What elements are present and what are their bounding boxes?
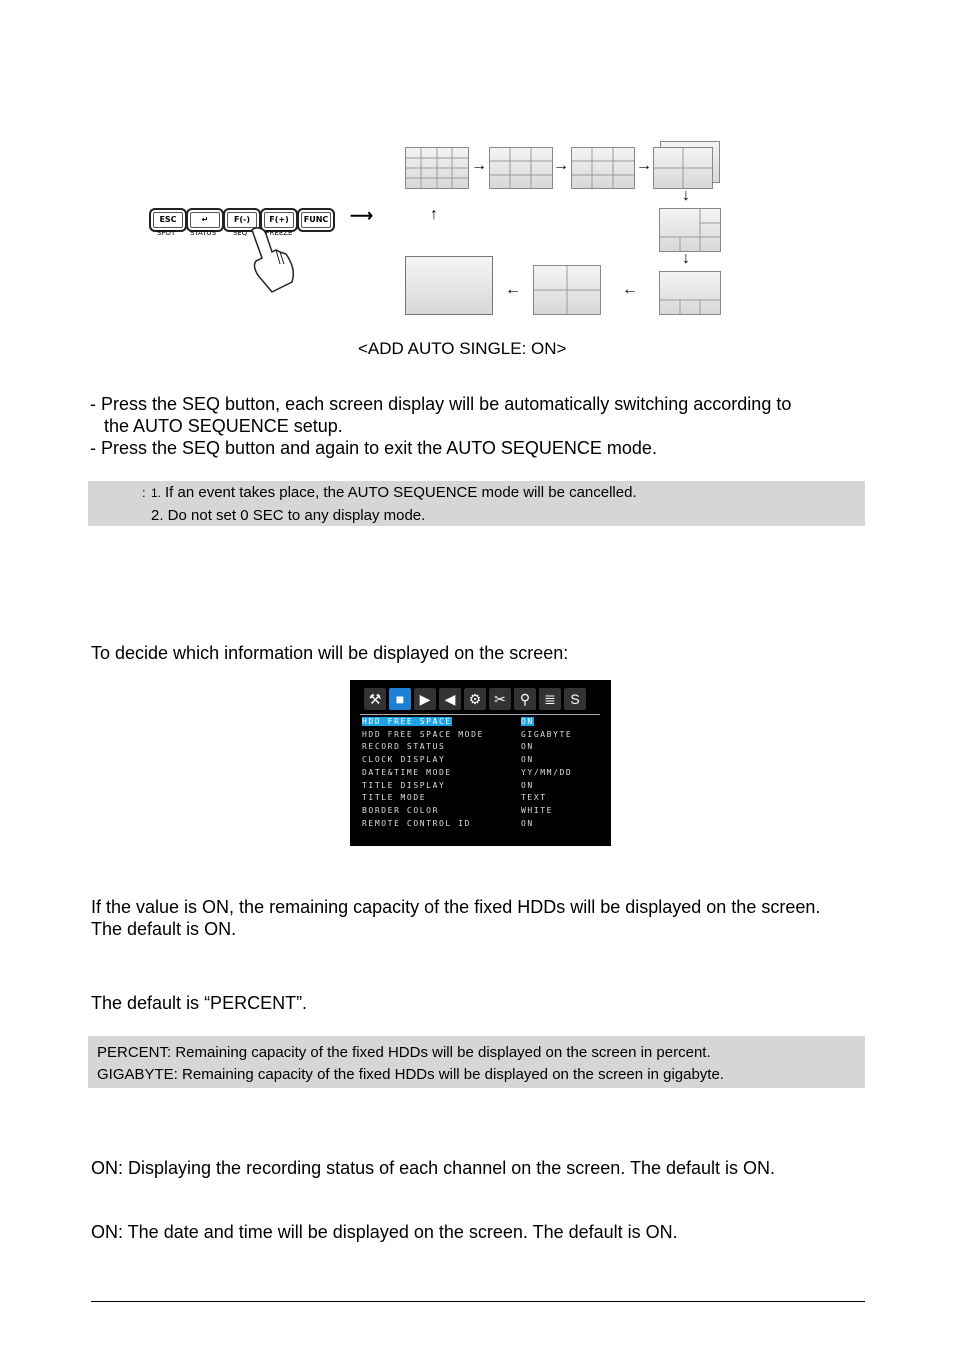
quad-split-screen-icon (533, 265, 601, 315)
flow-arrow-down-icon: ↓ (682, 250, 690, 267)
quick-icon: ⚒ (364, 688, 386, 710)
flow-arrow-right-icon: ⟶ (350, 208, 373, 225)
footer-divider (91, 1301, 865, 1302)
record-status-desc: ON: Displaying the recording status of each channel on the screen. The default is ON. (91, 1158, 776, 1178)
system-icon: ⚙ (464, 688, 486, 710)
note-box (88, 481, 865, 526)
func-key: FUNC (297, 208, 335, 232)
f-minus-key: F(-) (223, 208, 261, 232)
eight-split-screen-icon (659, 271, 721, 315)
pressing-hand-icon (246, 224, 298, 296)
seq-instruction-1: - Press the SEQ button, each screen display will be automatically switching according to (90, 394, 792, 414)
menu-row-label[interactable]: HDD FREE SPACE MODE (362, 729, 484, 739)
display-menu-screenshot (350, 680, 611, 846)
six-split-screen-icon (659, 208, 721, 252)
note-prefix: : (142, 485, 146, 500)
esc-key: ESC (149, 208, 187, 232)
menu-row-value[interactable]: GIGABYTE (521, 729, 573, 739)
menu-row-value[interactable]: ON (521, 717, 534, 726)
note-line-2: 2. Do not set 0 SEC to any display mode. (151, 507, 426, 524)
link-icon: ✂ (489, 688, 511, 710)
menu-row-label[interactable]: HDD FREE SPACE (362, 717, 452, 726)
enter-key: ↵ (186, 208, 224, 232)
copy-icon: ≣ (539, 688, 561, 710)
menu-row-value[interactable]: YY/MM/DD (521, 767, 573, 777)
menu-row-value[interactable]: TEXT (521, 793, 547, 803)
hdd-free-space-default: The default is ON. (91, 919, 237, 939)
percent-note: PERCENT: Remaining capacity of the fixed HDDs will be displayed on the screen in percent. (97, 1044, 711, 1061)
flow-arrow-icon: → (471, 157, 487, 174)
hdd-mode-default: The default is “PERCENT”. (91, 993, 308, 1013)
menu-row-label[interactable]: CLOCK DISPLAY (362, 755, 446, 765)
flow-arrow-down-icon: ↓ (682, 187, 690, 204)
menu-divider (360, 714, 600, 715)
seq-instruction-1-cont: the AUTO SEQUENCE setup. (104, 416, 343, 436)
f-plus-key: F(+) (260, 208, 298, 232)
flow-arrow-left-icon: ← (622, 281, 638, 298)
flow-arrow-icon: → (553, 157, 569, 174)
hdd-free-space-desc: If the value is ON, the remaining capacity of the fixed HDDs will be displayed on the screen. (91, 897, 821, 917)
intro-text: To decide which information will be displayed on the screen: (91, 643, 569, 663)
freeze-label: FREEZE (265, 229, 293, 237)
menu-row-value[interactable]: ON (521, 780, 534, 790)
hdd-mode-note-box (88, 1036, 865, 1088)
flow-arrow-icon: → (636, 157, 652, 174)
diagram-caption: <ADD AUTO SINGLE: ON> (358, 339, 567, 358)
single-screen-icon (405, 256, 493, 315)
menu-row-label[interactable]: RECORD STATUS (362, 742, 446, 752)
gigabyte-note: GIGABYTE: Remaining capacity of the fixed HDDs will be displayed on the screen in gigabyte. (97, 1066, 724, 1083)
event-icon: ◀ (439, 688, 461, 710)
sixteen-split-screen-icon (405, 147, 469, 189)
status-label: STATUS (189, 229, 217, 237)
stacked-screens-front (653, 147, 713, 189)
spot-label: SPOT (156, 229, 176, 237)
clock-display-desc: ON: The date and time will be displayed on the screen. The default is ON. (91, 1222, 678, 1242)
menu-row-label[interactable]: BORDER COLOR (362, 805, 439, 815)
menu-row-label[interactable]: TITLE MODE (362, 793, 427, 803)
flow-arrow-up-icon: ↑ (430, 206, 438, 223)
nine-split-screen-icon (571, 147, 635, 189)
menu-row-label[interactable]: TITLE DISPLAY (362, 780, 446, 790)
search-icon: ⚲ (514, 688, 536, 710)
record-icon: ▶ (414, 688, 436, 710)
menu-row-label[interactable]: DATE&TIME MODE (362, 767, 452, 777)
seq-label: SEQ (232, 229, 248, 237)
menu-icon-bar (364, 688, 586, 712)
menu-row-value[interactable]: WHITE (521, 805, 554, 815)
flow-arrow-left-icon: ← (505, 281, 521, 298)
thirteen-split-screen-icon (489, 147, 553, 189)
status-icon: S (564, 688, 586, 710)
menu-row-value[interactable]: ON (521, 818, 534, 828)
seq-instruction-2: - Press the SEQ button and again to exit the AUTO SEQUENCE mode. (90, 438, 657, 458)
menu-row-value[interactable]: ON (521, 755, 534, 765)
note-line-1: If an event takes place, the AUTO SEQUENCE mode will be cancelled. (165, 484, 637, 501)
menu-row-value[interactable]: ON (521, 742, 534, 752)
note-number: 1. (151, 486, 162, 500)
display-icon: ■ (389, 688, 411, 710)
menu-row-label[interactable]: REMOTE CONTROL ID (362, 818, 472, 828)
